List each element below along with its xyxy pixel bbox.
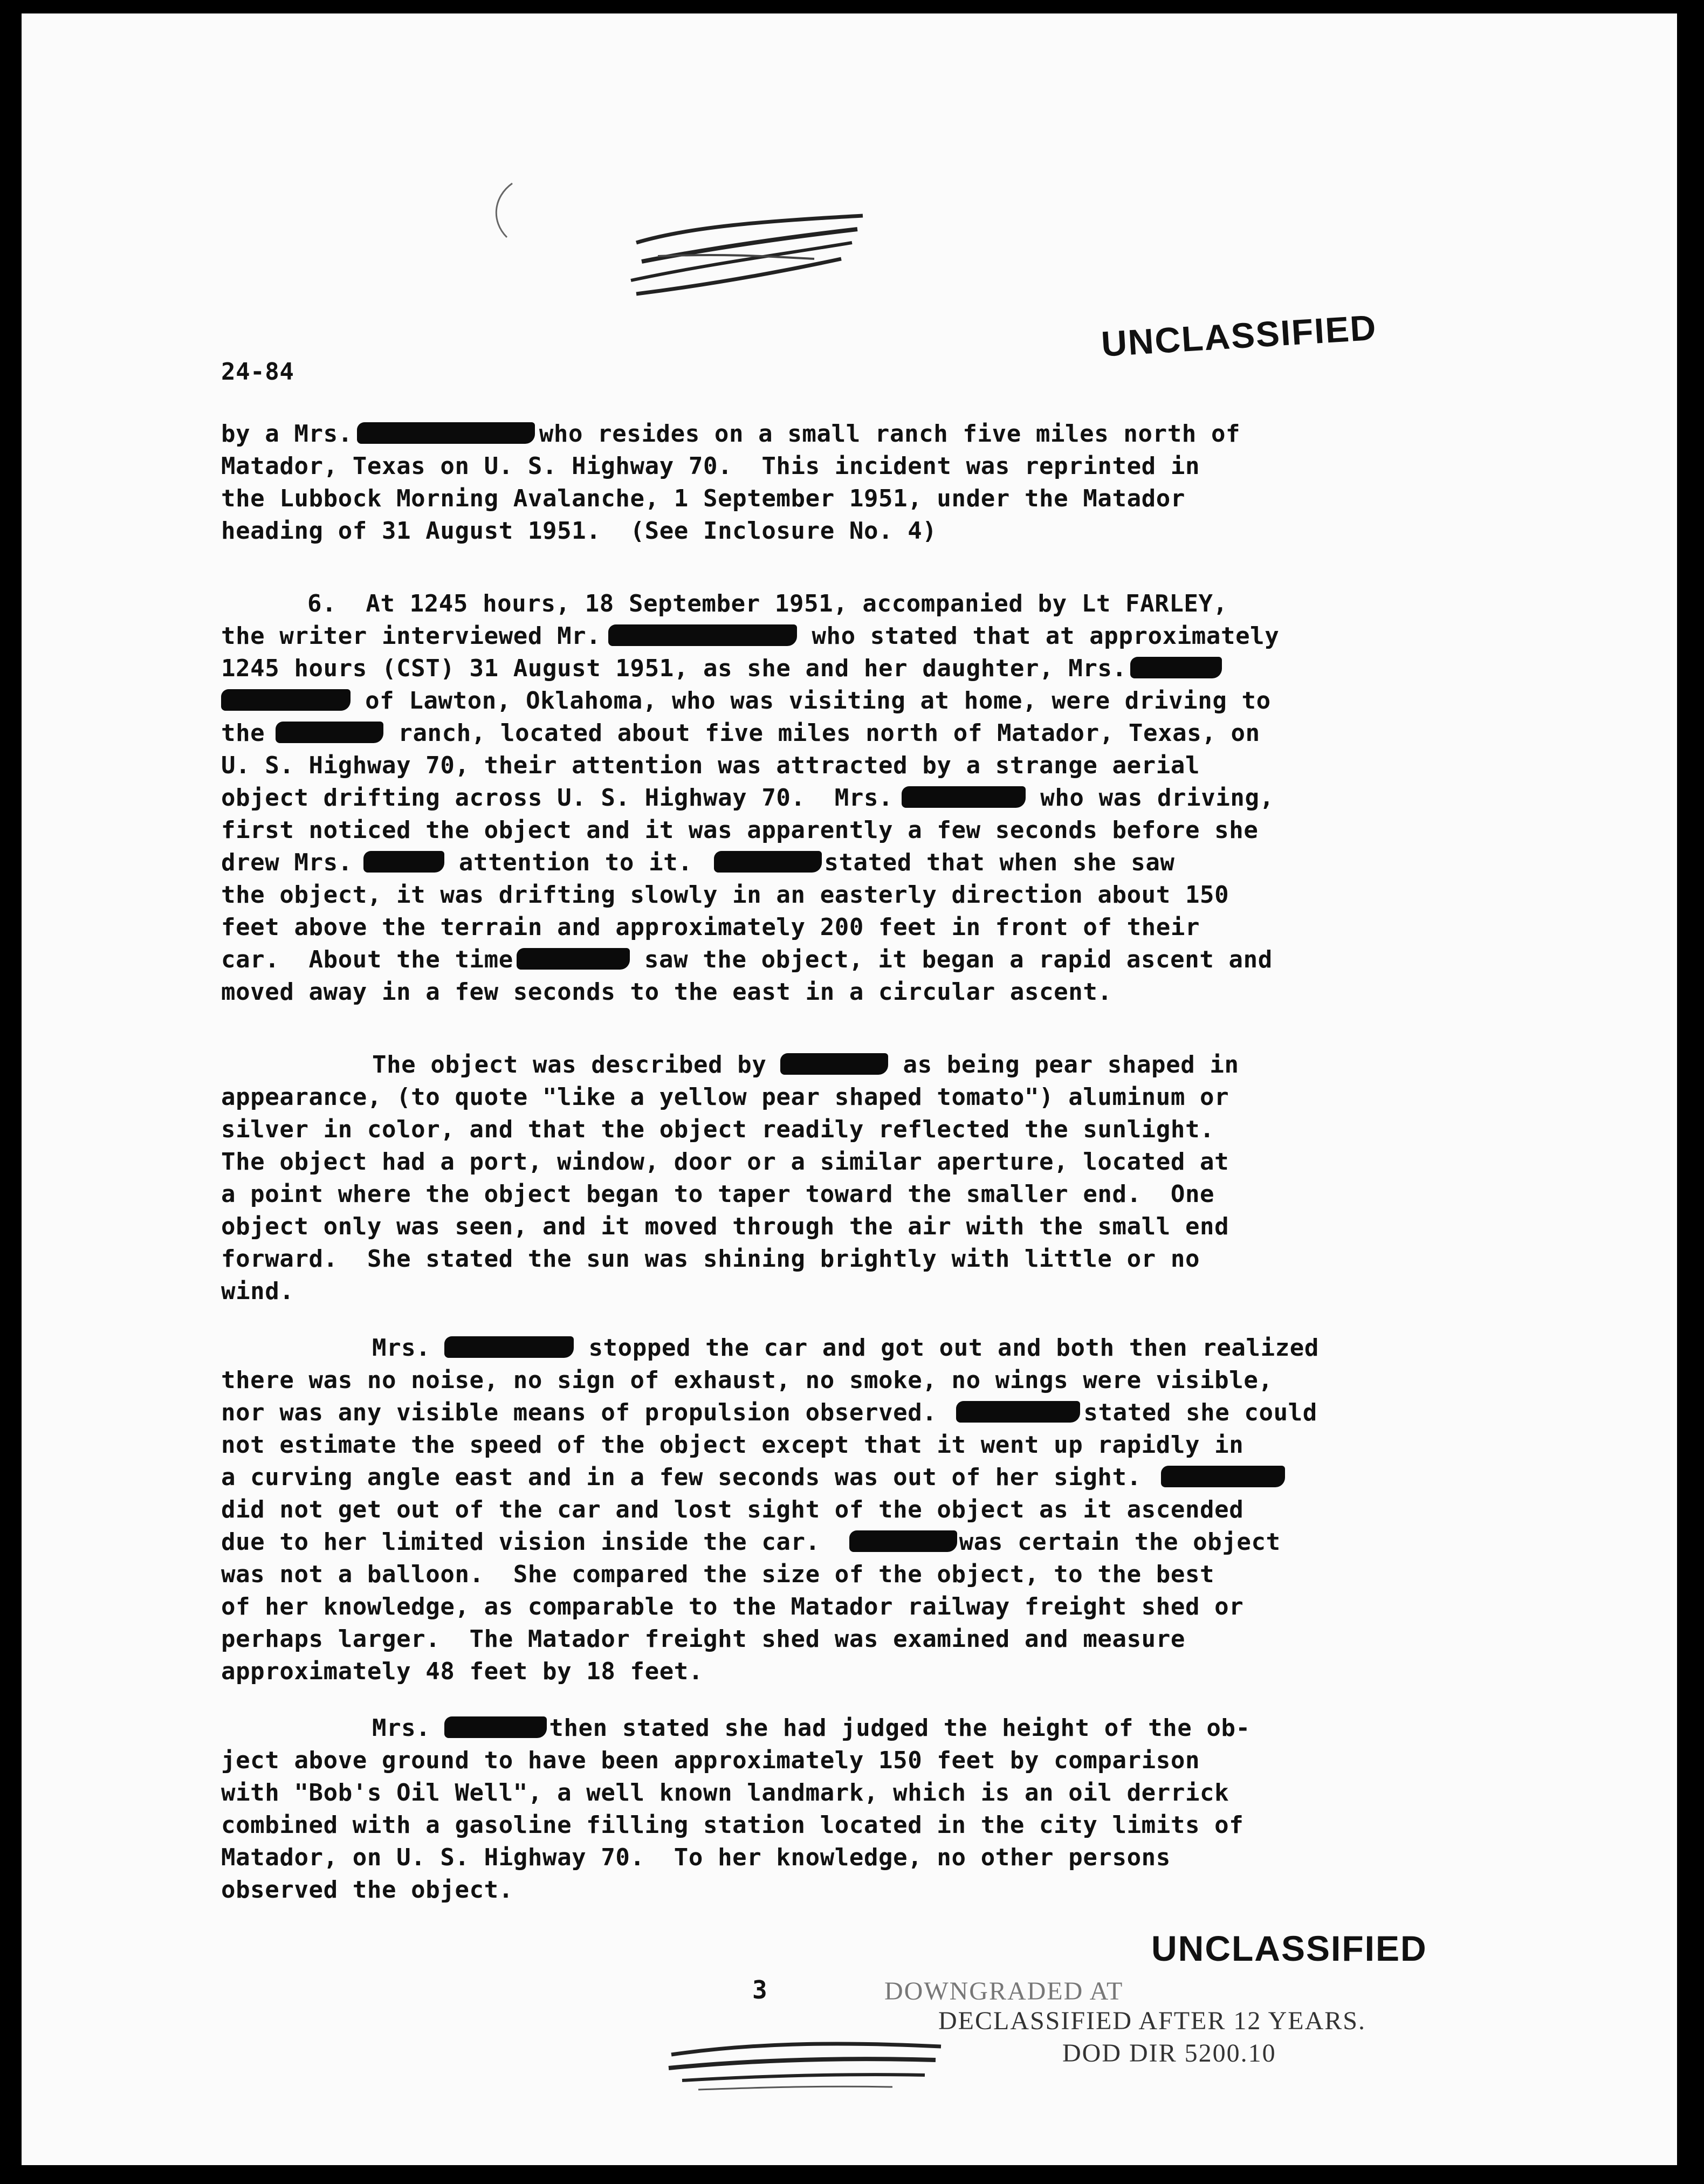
body-line: forward. She stated the sun was shining brightly with little or no [221, 1245, 1200, 1273]
body-text: who resides on a small ranch five miles north of [539, 420, 1241, 448]
body-text: a curving angle east and in a few seconds was out of her sight. [221, 1464, 1142, 1491]
redaction-bar [444, 1716, 547, 1738]
body-line [221, 418, 1240, 450]
body-text: then stated she had judged the height of the ob- [549, 1714, 1250, 1742]
body-text: the writer interviewed Mr. [221, 622, 601, 650]
body-line: the object, it was drifting slowly in an easterly direction about 150 [221, 881, 1229, 909]
body-line: the Lubbock Morning Avalanche, 1 September 1951, under the Matador [221, 485, 1185, 512]
body-line [221, 717, 1260, 750]
body-line: moved away in a few seconds to the east in a circular ascent. [221, 978, 1112, 1006]
body-text: The object was described by [372, 1051, 767, 1079]
body-line: first noticed the object and it was apparently a few seconds before she [221, 816, 1259, 844]
body-text: Mrs. [372, 1714, 431, 1742]
body-line: did not get out of the car and lost sight of the object as it ascended [221, 1496, 1244, 1523]
redaction-bar [357, 422, 535, 444]
body-line [221, 1461, 1285, 1494]
redaction-bar [276, 722, 383, 743]
body-text: nor was any visible means of propulsion observed. [221, 1399, 937, 1426]
body-line [221, 1397, 1317, 1429]
body-line: feet above the terrain and approximately 200 feet in front of their [221, 914, 1200, 941]
body-line: a point where the object began to taper toward the smaller end. One [221, 1180, 1215, 1208]
body-text: Mrs. [372, 1334, 431, 1362]
body-line: not estimate the speed of the object except that it went up rapidly in [221, 1431, 1244, 1459]
margin-arc-mark [485, 181, 518, 240]
body-text: saw the object, it began a rapid ascent and [629, 946, 1273, 973]
body-line [221, 685, 1271, 717]
body-text: the [221, 719, 265, 747]
body-line: appearance, (to quote "like a yellow pear shaped tomato") aluminum or [221, 1083, 1229, 1111]
body-line [221, 1526, 1281, 1558]
body-text: ranch, located about five miles north of Matador, Texas, on [383, 719, 1260, 747]
body-line: wind. [221, 1278, 294, 1305]
body-line: 6. At 1245 hours, 18 September 1951, accompanied by Lt FARLEY, [307, 590, 1228, 617]
body-text: by a Mrs. [221, 420, 353, 448]
redaction-bar [956, 1401, 1080, 1423]
body-text: due to her limited vision inside the car. [221, 1528, 820, 1556]
body-line: of her knowledge, as comparable to the Matador railway freight shed or [221, 1593, 1244, 1620]
body-line: was not a balloon. She compared the size of the object, to the best [221, 1561, 1215, 1588]
classification-stamp-bottom: UNCLASSIFIED [1151, 1928, 1427, 1968]
body-line: heading of 31 August 1951. (See Inclosure No. 4) [221, 517, 937, 545]
redaction-bar [363, 851, 444, 873]
body-line: Matador, Texas on U. S. Highway 70. This incident was reprinted in [221, 452, 1200, 480]
body-text: attention to it. [444, 849, 693, 876]
body-line: object only was seen, and it moved through the air with the small end [221, 1213, 1229, 1240]
body-text: who stated that at approximately [797, 622, 1280, 650]
body-text: drew Mrs. [221, 849, 353, 876]
body-line [372, 1049, 1239, 1081]
body-line [221, 944, 1273, 976]
body-text: of Lawton, Oklahoma, who was visiting at home, were driving to [351, 687, 1271, 715]
classification-stamp-top: UNCLASSIFIED [1100, 307, 1378, 364]
body-text: car. About the time [221, 946, 513, 973]
body-line: perhaps larger. The Matador freight shed was examined and measure [221, 1625, 1185, 1653]
redaction-bar [902, 786, 1026, 808]
redaction-bar [780, 1053, 888, 1075]
body-line: Matador, on U. S. Highway 70. To her knowledge, no other persons [221, 1844, 1171, 1871]
downgrade-stamp-line-2: DECLASSIFIED AFTER 12 YEARS. [938, 2007, 1366, 2035]
redaction-bar [1161, 1466, 1285, 1487]
bottom-strikeout-scribble [666, 2033, 946, 2098]
body-text: was certain the object [959, 1528, 1281, 1556]
redaction-bar [517, 948, 630, 970]
body-line [221, 782, 1274, 814]
body-text: object drifting across U. S. Highway 70. Mrs. [221, 784, 894, 812]
body-line: U. S. Highway 70, their attention was attracted by a strange aerial [221, 752, 1200, 779]
redaction-bar [849, 1530, 957, 1552]
body-text: stopped the car and got out and both then realized [574, 1334, 1319, 1362]
downgrade-stamp-line-1: DOWNGRADED AT [884, 1977, 1124, 2006]
body-line: observed the object. [221, 1876, 513, 1904]
redaction-bar [444, 1336, 574, 1358]
body-line [372, 1712, 1250, 1745]
body-text: stated that when she saw [824, 849, 1175, 876]
body-text: stated she could [1083, 1399, 1317, 1426]
body-line: ject above ground to have been approximately 150 feet by comparison [221, 1747, 1200, 1774]
redaction-bar [608, 624, 797, 646]
body-line: silver in color, and that the object readily reflected the sunlight. [221, 1116, 1215, 1143]
redaction-bar [221, 689, 351, 711]
body-line: approximately 48 feet by 18 feet. [221, 1658, 703, 1685]
body-line: with "Bob's Oil Well", a well known landmark, which is an oil derrick [221, 1779, 1229, 1807]
body-text: as being pear shaped in [888, 1051, 1239, 1079]
page-number: 3 [752, 1975, 768, 2004]
body-line [221, 620, 1279, 653]
redaction-bar [1130, 657, 1222, 678]
body-line: The object had a port, window, door or a similar aperture, located at [221, 1148, 1229, 1176]
body-line [221, 653, 1222, 685]
redaction-bar [714, 851, 822, 873]
top-strikeout-scribble [626, 205, 874, 313]
downgrade-stamp-line-3: DOD DIR 5200.10 [1062, 2039, 1276, 2068]
body-line: combined with a gasoline filling station located in the city limits of [221, 1811, 1244, 1839]
body-text: 1245 hours (CST) 31 August 1951, as she and her daughter, Mrs. [221, 655, 1127, 682]
body-text: who was driving, [1026, 784, 1274, 812]
body-line [221, 847, 1175, 879]
page-reference: 24-84 [221, 358, 294, 386]
body-line [372, 1332, 1319, 1364]
body-line: there was no noise, no sign of exhaust, no smoke, no wings were visible, [221, 1366, 1273, 1394]
